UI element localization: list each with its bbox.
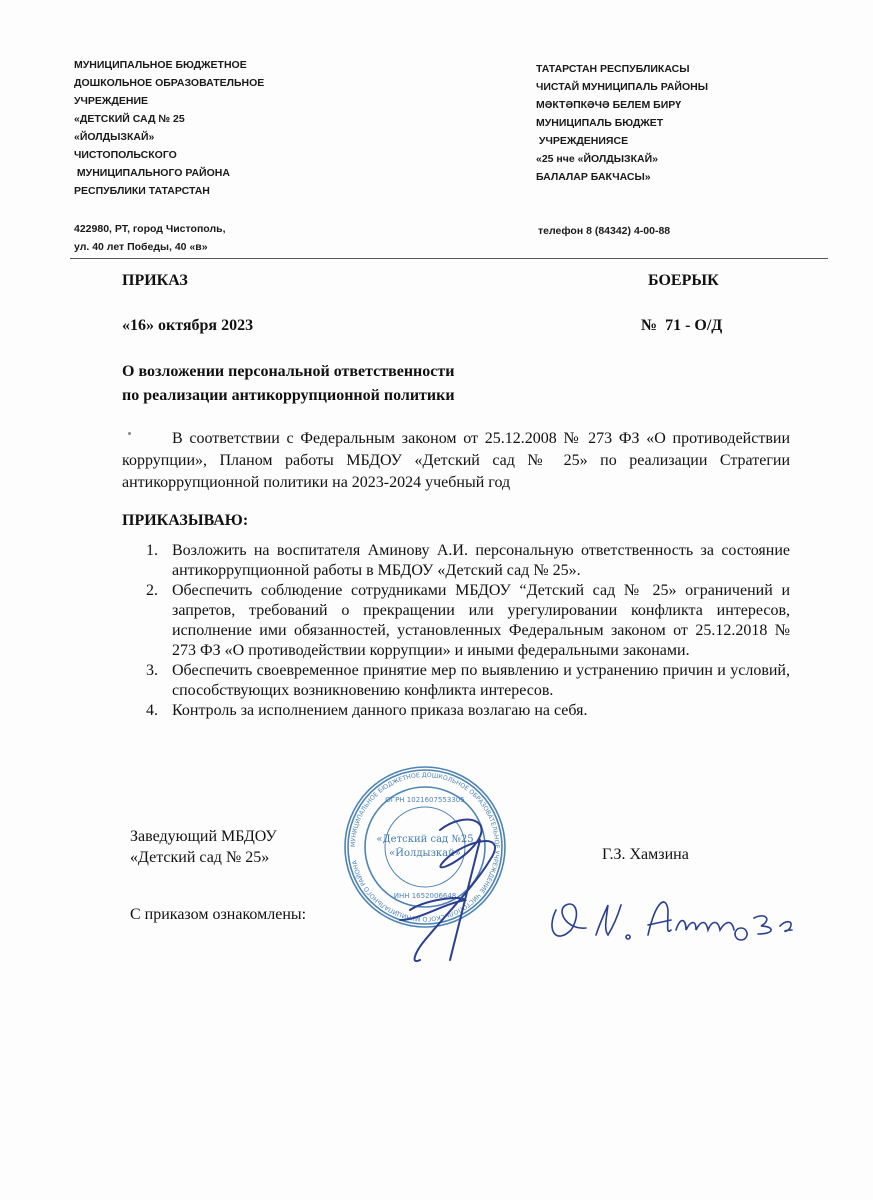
letterhead-left-line: МУНИЦИПАЛЬНОЕ БЮДЖЕТНОЕ — [74, 59, 247, 71]
list-item — [122, 541, 790, 581]
subject-line: О возложении персональной ответственности — [122, 363, 455, 380]
item-text: Контроль за исполнением данного приказа возлагаю на себя. — [172, 702, 588, 719]
order-title-ru: ПРИКАЗ — [122, 272, 188, 289]
position-line: Заведующий МБДОУ — [130, 828, 277, 845]
acknowledged-label: С приказом ознакомлены: — [130, 906, 307, 923]
subject-line: по реализации антикоррупционной политики — [122, 387, 455, 404]
list-item — [122, 701, 790, 721]
letterhead-left-line: «ЙОЛДЫЗКАЙ» — [74, 131, 155, 143]
letterhead-right-line: ЧИСТАЙ МУНИЦИПАЛЬ РАЙОНЫ — [536, 81, 708, 93]
order-title-tt: БОЕРЫК — [648, 272, 719, 289]
letterhead-right-line: БАЛАЛАР БАКЧАСЫ» — [536, 171, 651, 183]
employee-signature — [536, 890, 816, 950]
letterhead-right-line: МУНИЦИПАЛЬ БЮДЖЕТ — [536, 117, 664, 129]
letterhead-left-line: ДОШКОЛЬНОЕ ОБРАЗОВАТЕЛЬНОЕ — [74, 77, 265, 89]
stamp-center-line1: «Детский сад №25 — [376, 834, 474, 845]
letterhead-right — [536, 60, 836, 186]
item-number: 3. — [146, 662, 158, 679]
letterhead-left — [74, 56, 404, 200]
item-text: Обеспечить своевременное принятие мер по выявлению и устранению причин и условий, способствующих возникновению конфликта интересов. — [172, 662, 790, 699]
signature-position — [130, 826, 277, 868]
order-subject — [122, 360, 455, 408]
address — [74, 220, 225, 256]
letterhead-left-line: РЕСПУБЛИКИ ТАТАРСТАН — [74, 185, 210, 197]
letterhead-left-line: УЧРЕЖДЕНИЕ — [74, 95, 149, 107]
item-text: Обеспечить соблюдение сотрудниками МБДОУ “Детский сад № 25» ограничений и запретов, требований о прекращении или урегулировании конфликта интересов, исполнение ими обязанностей, установленных Федеральным законом от 25.12.2018 № 273 ФЗ «О противодействии коррупции» и иными федеральными законами. — [172, 582, 790, 659]
stamp-inn: ИНН 1652006648 — [393, 892, 457, 900]
director-name: Г.З. Хамзина — [602, 846, 689, 863]
stamp-ogrn: ОГРН 1021607553305 — [385, 796, 465, 804]
preamble-text: В соответствии с Федеральным законом от 25.12.2008 № 273 ФЗ «О противодействии коррупции», Планом работы МБДОУ «Детский сад № 25» по реализации Стратегии антикоррупционной политики на 2023-2024 учебный год — [122, 430, 790, 491]
stamp-center-line2: «Йолдызкай» — [389, 848, 461, 859]
order-date: «16» октября 2023 — [122, 317, 254, 334]
item-number: 2. — [146, 582, 158, 599]
director-signature — [370, 800, 530, 970]
item-number: 1. — [146, 542, 158, 559]
address-line: ул. 40 лет Победы, 40 «в» — [74, 241, 208, 253]
letterhead-right-line: УЧРЕЖДЕНИЯСЕ — [536, 135, 629, 147]
orders-heading: ПРИКАЗЫВАЮ: — [122, 512, 249, 529]
order-number: № 71 - О/Д — [641, 317, 723, 334]
position-line: «Детский сад № 25» — [130, 849, 270, 866]
letterhead-right-line: ТАТАРСТАН РЕСПУБЛИКАСЫ — [536, 63, 690, 75]
list-item — [122, 581, 790, 661]
phone: телефон 8 (84342) 4-00-88 — [538, 225, 671, 237]
letterhead-right-line: МӘКТӘПКӘЧӘ БЕЛЕМ БИРҮ — [536, 99, 682, 111]
item-number: 4. — [146, 702, 158, 719]
item-text: Возложить на воспитателя Аминову А.И. персональную ответственность за состояние антикоррупционной работы в МБДОУ «Детский сад № 25». — [172, 542, 790, 579]
header-divider — [70, 258, 828, 259]
stamp-outer-text: МУНИЦИПАЛЬНОЕ БЮДЖЕТНОЕ ДОШКОЛЬНОЕ ОБРАЗОВАТЕЛЬНОЕ УЧРЕЖДЕНИЕ ЧИСТОПОЛЬСКОГО МУНИЦИПАЛЬНОГО РАЙОНА — [349, 771, 501, 923]
orders-list — [122, 541, 790, 721]
letterhead-right-line: «25 нче «ЙОЛДЫЗКАЙ» — [536, 153, 659, 165]
letterhead-left-line: МУНИЦИПАЛЬНОГО РАЙОНА — [74, 167, 230, 179]
letterhead-left-line: «ДЕТСКИЙ САД № 25 — [74, 113, 185, 125]
preamble — [122, 428, 790, 494]
list-item — [122, 661, 790, 701]
address-line: 422980, РТ, город Чистополь, — [74, 223, 226, 235]
letterhead-left-line: ЧИСТОПОЛЬСКОГО — [74, 149, 177, 161]
